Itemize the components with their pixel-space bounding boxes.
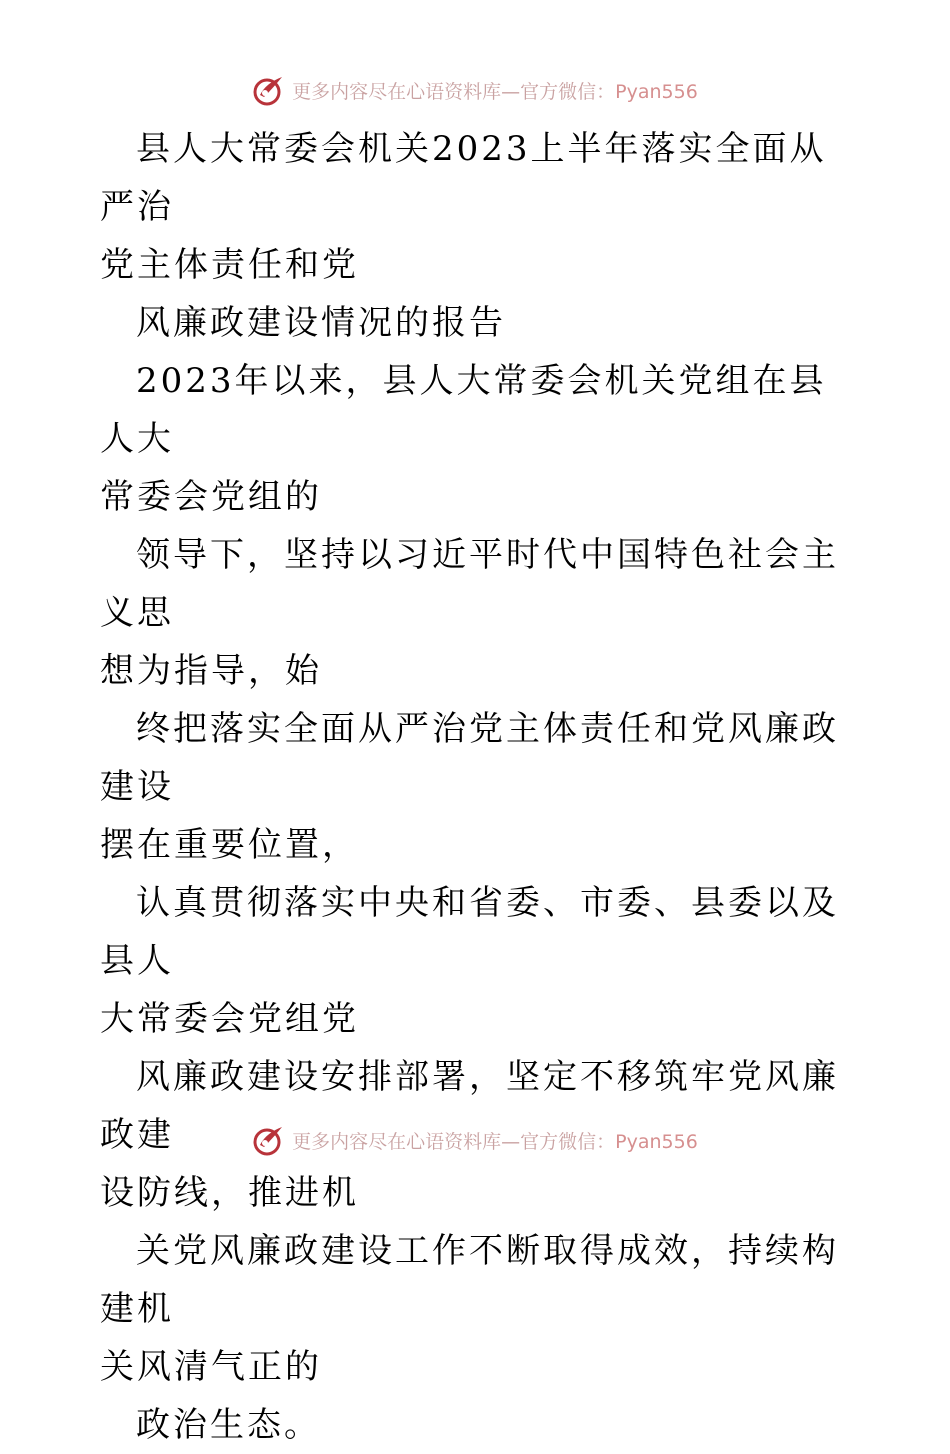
document-body: [100, 120, 860, 1454]
text-line: 风廉政建设安排部署，坚定不移筑牢党风廉政建: [100, 1057, 839, 1155]
text-line: 想为指导，始: [100, 651, 322, 691]
text-line: 领导下，坚持以习近平时代中国特色社会主义思: [100, 535, 839, 633]
quill-logo-icon: [252, 73, 286, 107]
header-watermark-banner: [0, 70, 950, 110]
footer-watermark-banner: [0, 1120, 950, 1160]
text-line: 终把落实全面从严治党主体责任和党风廉政建设: [100, 709, 839, 807]
text-line: 大常委会党组党: [100, 999, 359, 1039]
text-line: 县人大常委会机关2023上半年落实全面从严治: [100, 129, 827, 227]
text-line: 2023年以来，县人大常委会机关党组在县人大: [100, 361, 827, 459]
text-line: 设防线，推进机: [100, 1173, 359, 1213]
text-line: 风廉政建设情况的报告: [136, 303, 506, 343]
text-line: 党主体责任和党: [100, 245, 359, 285]
text-line: 认真贯彻落实中央和省委、市委、县委以及县人: [100, 883, 839, 981]
watermark-account: Pyan556: [615, 1130, 698, 1153]
quill-logo-icon: [252, 1123, 286, 1157]
text-line: 政治生态。: [136, 1405, 321, 1445]
text-line: 摆在重要位置，: [100, 825, 359, 865]
watermark-account: Pyan556: [615, 80, 698, 103]
watermark-text: 更多内容尽在心语资料库—官方微信：Pyan556: [292, 1130, 698, 1153]
text-line: 常委会党组的: [100, 477, 322, 517]
text-line: 关党风廉政建设工作不断取得成效，持续构建机: [100, 1231, 839, 1329]
text-line: 关风清气正的: [100, 1347, 322, 1387]
watermark-text: 更多内容尽在心语资料库—官方微信：Pyan556: [292, 80, 698, 103]
